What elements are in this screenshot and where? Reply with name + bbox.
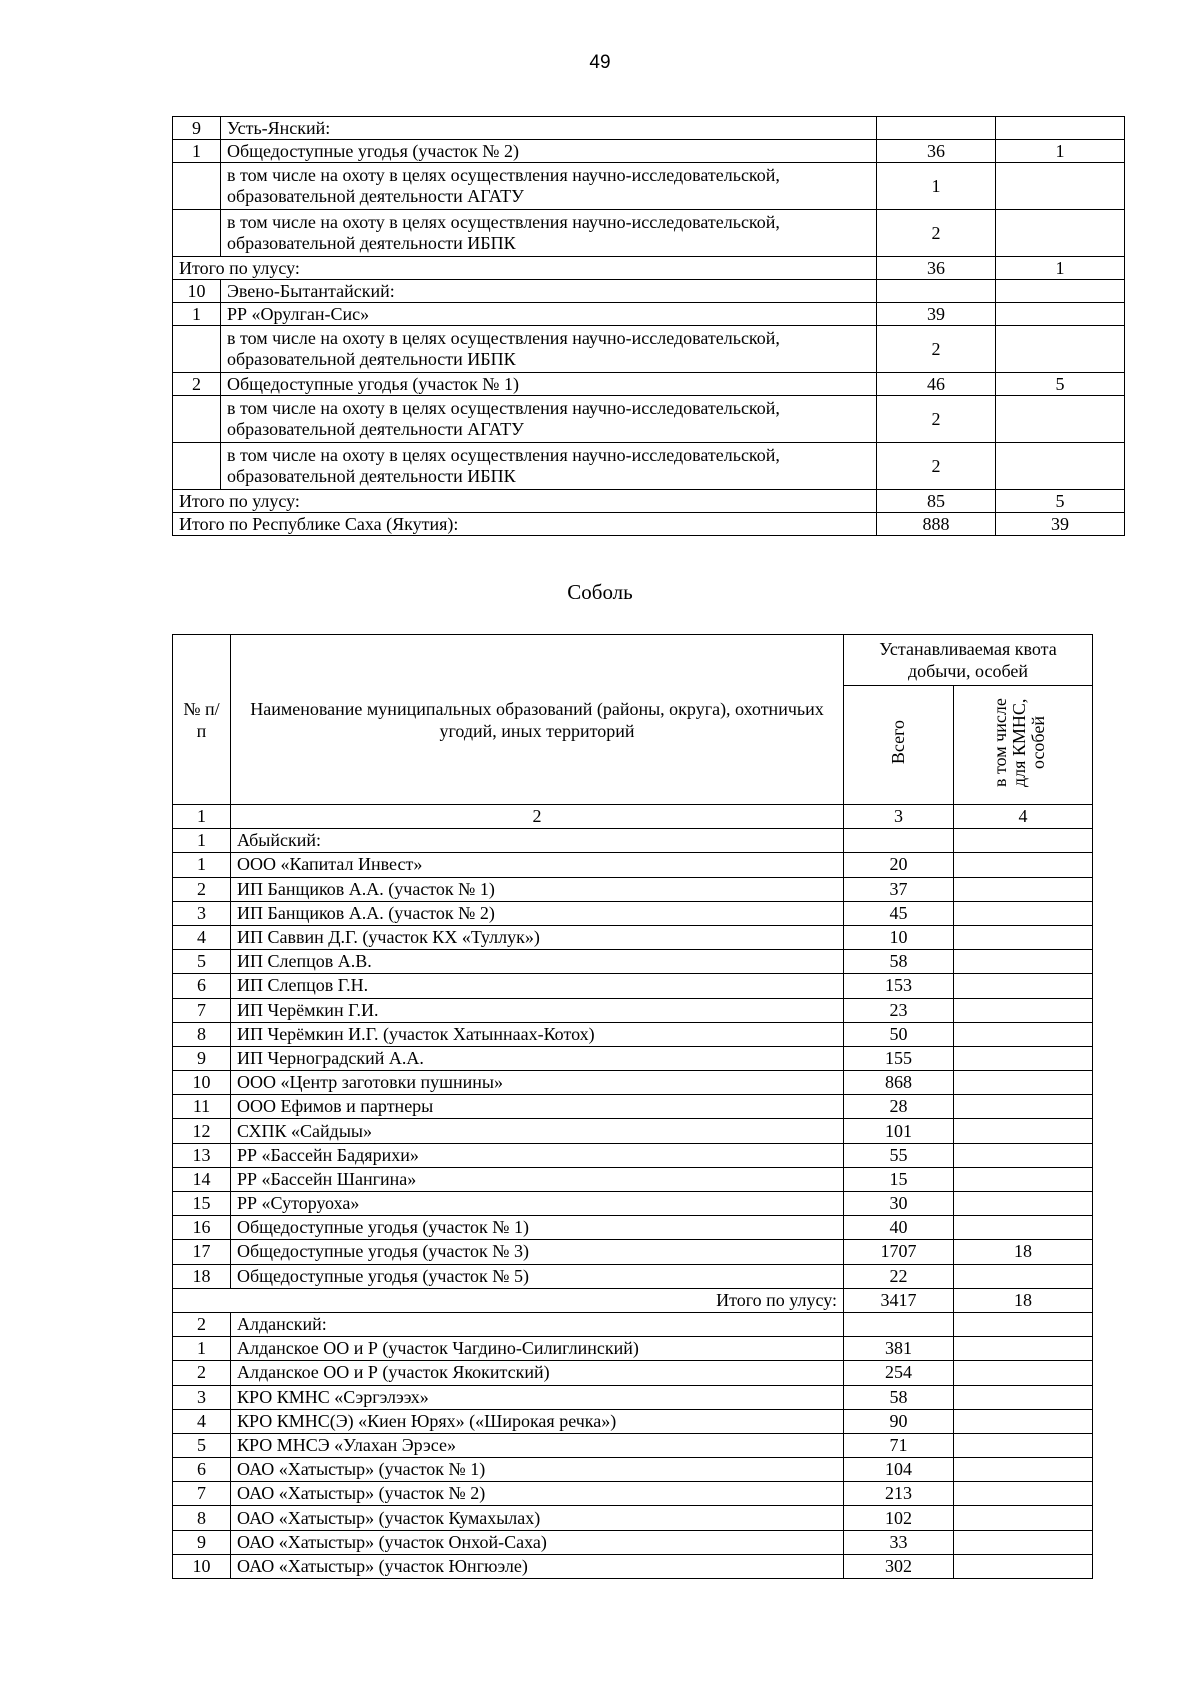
row-name: ИП Банщиков А.А. (участок № 1) [231, 877, 844, 901]
row-total: 1 [877, 163, 996, 210]
row-kmns [954, 829, 1093, 853]
row-total: 58 [844, 950, 954, 974]
row-kmns [954, 974, 1093, 998]
row-number: 18 [173, 1264, 231, 1288]
sable-quota-table-body [173, 829, 1093, 1579]
row-number: 4 [173, 1409, 231, 1433]
row-name: в том числе на охоту в целях осуществления научно-исследовательской, образовательной деятельности АГАТУ [221, 396, 877, 443]
row-total: 2 [877, 326, 996, 373]
row-kmns [954, 1167, 1093, 1191]
table-row [173, 1433, 1093, 1457]
row-number: 3 [173, 901, 231, 925]
row-number [173, 163, 221, 210]
row-total-label: Итого по Республике Саха (Якутия): [173, 513, 877, 536]
header-total-cell [844, 686, 954, 805]
row-total: 2 [877, 210, 996, 257]
row-kmns [954, 1071, 1093, 1095]
row-total [877, 280, 996, 303]
row-name: в том числе на охоту в целях осуществления научно-исследовательской, образовательной деятельности АГАТУ [221, 163, 877, 210]
row-name: ИП Саввин Д.Г. (участок КХ «Туллук») [231, 925, 844, 949]
table-row [173, 1119, 1093, 1143]
row-total: 40 [844, 1216, 954, 1240]
table-row [173, 950, 1093, 974]
row-total: 36 [877, 257, 996, 280]
row-number: 4 [173, 925, 231, 949]
col-number-1: 1 [173, 805, 231, 829]
row-number: 11 [173, 1095, 231, 1119]
row-total: 90 [844, 1409, 954, 1433]
row-name: РР «Орулган-Сис» [221, 303, 877, 326]
row-kmns [996, 163, 1125, 210]
row-total [877, 117, 996, 140]
row-total: 381 [844, 1337, 954, 1361]
row-total: 45 [844, 901, 954, 925]
header-kmns: в том числе для КМНС, особей [990, 698, 1048, 787]
row-name: Усть-Янский: [221, 117, 877, 140]
row-total: 46 [877, 373, 996, 396]
row-name: Общедоступные угодья (участок № 3) [231, 1240, 844, 1264]
table-row [173, 853, 1093, 877]
row-total-label: Итого по улусу: [173, 1288, 844, 1312]
table-row [173, 1458, 1093, 1482]
row-total: 85 [877, 490, 996, 513]
table-row [173, 257, 1125, 280]
table-row [173, 1482, 1093, 1506]
row-name: КРО КМНС(Э) «Киен Юрях» («Широкая речка») [231, 1409, 844, 1433]
row-name: Общедоступные угодья (участок № 1) [231, 1216, 844, 1240]
row-kmns: 5 [996, 490, 1125, 513]
row-number: 16 [173, 1216, 231, 1240]
header-name: Наименование муниципальных образований (районы, округа), охотничьих угодий, иных территорий [231, 635, 844, 805]
row-number: 10 [173, 1071, 231, 1095]
row-total: 28 [844, 1095, 954, 1119]
header-quota: Устанавливаемая квота добычи, особей [844, 635, 1093, 686]
row-name: Абыйский: [231, 829, 844, 853]
row-kmns [996, 280, 1125, 303]
table-row [173, 1506, 1093, 1530]
row-number: 2 [173, 1312, 231, 1336]
row-total [844, 1312, 954, 1336]
row-total: 10 [844, 925, 954, 949]
row-number: 3 [173, 1385, 231, 1409]
row-total: 39 [877, 303, 996, 326]
row-name: Алданский: [231, 1312, 844, 1336]
table-row [173, 1192, 1093, 1216]
row-number: 1 [173, 140, 221, 163]
row-total: 302 [844, 1554, 954, 1578]
row-name: ОАО «Хатыстыр» (участок Онхой-Саха) [231, 1530, 844, 1554]
row-kmns: 39 [996, 513, 1125, 536]
row-kmns [954, 1385, 1093, 1409]
table-row [173, 1240, 1093, 1264]
row-total: 2 [877, 443, 996, 490]
table-row [173, 1554, 1093, 1578]
table-row [173, 1143, 1093, 1167]
row-number: 9 [173, 1046, 231, 1070]
row-total: 868 [844, 1071, 954, 1095]
table-row [173, 1264, 1093, 1288]
row-number: 2 [173, 1361, 231, 1385]
row-name: ОАО «Хатыстыр» (участок № 1) [231, 1458, 844, 1482]
col-number-2: 2 [231, 805, 844, 829]
row-name: в том числе на охоту в целях осуществления научно-исследовательской, образовательной деятельности ИБПК [221, 326, 877, 373]
row-number [173, 326, 221, 373]
table-row [173, 1022, 1093, 1046]
row-number: 9 [173, 117, 221, 140]
table-row [173, 490, 1125, 513]
row-kmns [954, 1554, 1093, 1578]
row-name: ООО Ефимов и партнеры [231, 1095, 844, 1119]
row-total: 213 [844, 1482, 954, 1506]
row-number: 6 [173, 1458, 231, 1482]
row-total: 1707 [844, 1240, 954, 1264]
row-number: 10 [173, 1554, 231, 1578]
row-total: 50 [844, 1022, 954, 1046]
row-name: в том числе на охоту в целях осуществления научно-исследовательской, образовательной деятельности ИБПК [221, 443, 877, 490]
table-row [173, 1095, 1093, 1119]
row-number: 1 [173, 829, 231, 853]
row-total: 888 [877, 513, 996, 536]
row-total: 30 [844, 1192, 954, 1216]
row-kmns [954, 1192, 1093, 1216]
row-total: 101 [844, 1119, 954, 1143]
row-kmns [954, 1530, 1093, 1554]
table-row [173, 925, 1093, 949]
table-row [173, 280, 1125, 303]
row-name: ИП Банщиков А.А. (участок № 2) [231, 901, 844, 925]
row-kmns: 18 [954, 1240, 1093, 1264]
row-name: Общедоступные угодья (участок № 5) [231, 1264, 844, 1288]
row-number: 5 [173, 1433, 231, 1457]
row-name: ОАО «Хатыстыр» (участок Кумахылах) [231, 1506, 844, 1530]
row-number: 1 [173, 303, 221, 326]
row-name: ООО «Капитал Инвест» [231, 853, 844, 877]
row-name: ИП Черёмкин И.Г. (участок Хатыннаах-Котох) [231, 1022, 844, 1046]
row-kmns [954, 1482, 1093, 1506]
row-total: 2 [877, 396, 996, 443]
row-total: 155 [844, 1046, 954, 1070]
row-number [173, 443, 221, 490]
table-row [173, 1409, 1093, 1433]
row-kmns [954, 877, 1093, 901]
row-number: 8 [173, 1506, 231, 1530]
row-kmns: 1 [996, 257, 1125, 280]
col-number-3: 3 [844, 805, 954, 829]
row-total: 20 [844, 853, 954, 877]
row-total: 22 [844, 1264, 954, 1288]
row-number: 13 [173, 1143, 231, 1167]
row-kmns [996, 117, 1125, 140]
row-name: ИП Слепцов Г.Н. [231, 974, 844, 998]
row-number: 7 [173, 1482, 231, 1506]
table-row [173, 210, 1125, 257]
table-row [173, 901, 1093, 925]
row-total: 36 [877, 140, 996, 163]
table-row [173, 140, 1125, 163]
row-kmns: 1 [996, 140, 1125, 163]
row-total: 15 [844, 1167, 954, 1191]
row-kmns [954, 1506, 1093, 1530]
row-number: 1 [173, 853, 231, 877]
row-kmns [954, 1264, 1093, 1288]
row-kmns [954, 1022, 1093, 1046]
sable-quota-table [172, 634, 1093, 1579]
row-total: 55 [844, 1143, 954, 1167]
row-kmns [996, 326, 1125, 373]
row-name: Алданское ОО и Р (участок Якокитский) [231, 1361, 844, 1385]
row-kmns [996, 443, 1125, 490]
row-kmns [954, 901, 1093, 925]
row-total-label: Итого по улусу: [173, 490, 877, 513]
table-row [173, 443, 1125, 490]
table-row [173, 1216, 1093, 1240]
row-kmns [954, 1143, 1093, 1167]
table-row [173, 326, 1125, 373]
row-name: РР «Суторуоха» [231, 1192, 844, 1216]
row-name: КРО МНСЭ «Улахан Эрэсе» [231, 1433, 844, 1457]
table-row [173, 1312, 1093, 1336]
row-kmns [996, 396, 1125, 443]
row-name: ИП Слепцов А.В. [231, 950, 844, 974]
row-kmns [954, 1458, 1093, 1482]
table-row [173, 513, 1125, 536]
table-row [173, 1046, 1093, 1070]
table-row [173, 117, 1125, 140]
row-number: 5 [173, 950, 231, 974]
row-number: 10 [173, 280, 221, 303]
row-number [173, 210, 221, 257]
table-row [173, 163, 1125, 210]
row-kmns [954, 1337, 1093, 1361]
row-name: СХПК «Сайдыы» [231, 1119, 844, 1143]
row-total: 153 [844, 974, 954, 998]
table-row [173, 998, 1093, 1022]
row-kmns [996, 210, 1125, 257]
row-total: 37 [844, 877, 954, 901]
row-name: РР «Бассейн Бадярихи» [231, 1143, 844, 1167]
row-name: РР «Бассейн Шангина» [231, 1167, 844, 1191]
row-kmns: 18 [954, 1288, 1093, 1312]
row-number: 14 [173, 1167, 231, 1191]
row-total: 104 [844, 1458, 954, 1482]
row-number: 17 [173, 1240, 231, 1264]
section-title: Соболь [567, 580, 633, 604]
row-name: ИП Черёмкин Г.И. [231, 998, 844, 1022]
row-number: 2 [173, 373, 221, 396]
header-total: Всего [888, 720, 908, 765]
row-name: КРО КМНС «Сэргэлээх» [231, 1385, 844, 1409]
row-kmns [954, 1433, 1093, 1457]
header-kmns-cell [954, 686, 1093, 805]
row-name: ООО «Центр заготовки пушнины» [231, 1071, 844, 1095]
row-total: 254 [844, 1361, 954, 1385]
row-number: 12 [173, 1119, 231, 1143]
row-kmns: 5 [996, 373, 1125, 396]
row-kmns [954, 1095, 1093, 1119]
table-row [173, 1530, 1093, 1554]
row-kmns [954, 1361, 1093, 1385]
table-row [173, 373, 1125, 396]
row-number: 1 [173, 1337, 231, 1361]
row-kmns [954, 1409, 1093, 1433]
table-row [173, 1071, 1093, 1095]
row-number: 6 [173, 974, 231, 998]
row-name: ОАО «Хатыстыр» (участок Юнгюэле) [231, 1554, 844, 1578]
table-row [173, 396, 1125, 443]
row-kmns [954, 853, 1093, 877]
row-number: 2 [173, 877, 231, 901]
row-kmns [954, 1312, 1093, 1336]
row-total: 23 [844, 998, 954, 1022]
row-number: 9 [173, 1530, 231, 1554]
row-kmns [954, 998, 1093, 1022]
row-total-label: Итого по улусу: [173, 257, 877, 280]
row-kmns [954, 1046, 1093, 1070]
row-total: 102 [844, 1506, 954, 1530]
row-total: 3417 [844, 1288, 954, 1312]
row-number: 7 [173, 998, 231, 1022]
table-row [173, 974, 1093, 998]
row-name: в том числе на охоту в целях осуществления научно-исследовательской, образовательной деятельности ИБПК [221, 210, 877, 257]
quota-table-continued-body [173, 117, 1125, 536]
table-row [173, 1288, 1093, 1312]
table-row [173, 1167, 1093, 1191]
row-kmns [954, 925, 1093, 949]
row-name: Общедоступные угодья (участок № 2) [221, 140, 877, 163]
row-number [173, 396, 221, 443]
row-name: Эвено-Бытантайский: [221, 280, 877, 303]
row-number: 8 [173, 1022, 231, 1046]
table-row [173, 1361, 1093, 1385]
row-kmns [954, 950, 1093, 974]
table-row [173, 1337, 1093, 1361]
row-kmns [954, 1119, 1093, 1143]
row-number: 15 [173, 1192, 231, 1216]
row-total: 33 [844, 1530, 954, 1554]
header-num: № п/п [173, 635, 231, 805]
table-row [173, 1385, 1093, 1409]
row-name: Общедоступные угодья (участок № 1) [221, 373, 877, 396]
row-total [844, 829, 954, 853]
quota-table-continued [172, 116, 1125, 536]
table-row [173, 829, 1093, 853]
row-kmns [954, 1216, 1093, 1240]
table-row [173, 303, 1125, 326]
page-number: 49 [589, 52, 611, 73]
row-total: 71 [844, 1433, 954, 1457]
row-name: ИП Черноградский А.А. [231, 1046, 844, 1070]
row-kmns [996, 303, 1125, 326]
table-row [173, 877, 1093, 901]
col-number-4: 4 [954, 805, 1093, 829]
row-total: 58 [844, 1385, 954, 1409]
row-name: ОАО «Хатыстыр» (участок № 2) [231, 1482, 844, 1506]
row-name: Алданское ОО и Р (участок Чагдино-Силиглинский) [231, 1337, 844, 1361]
